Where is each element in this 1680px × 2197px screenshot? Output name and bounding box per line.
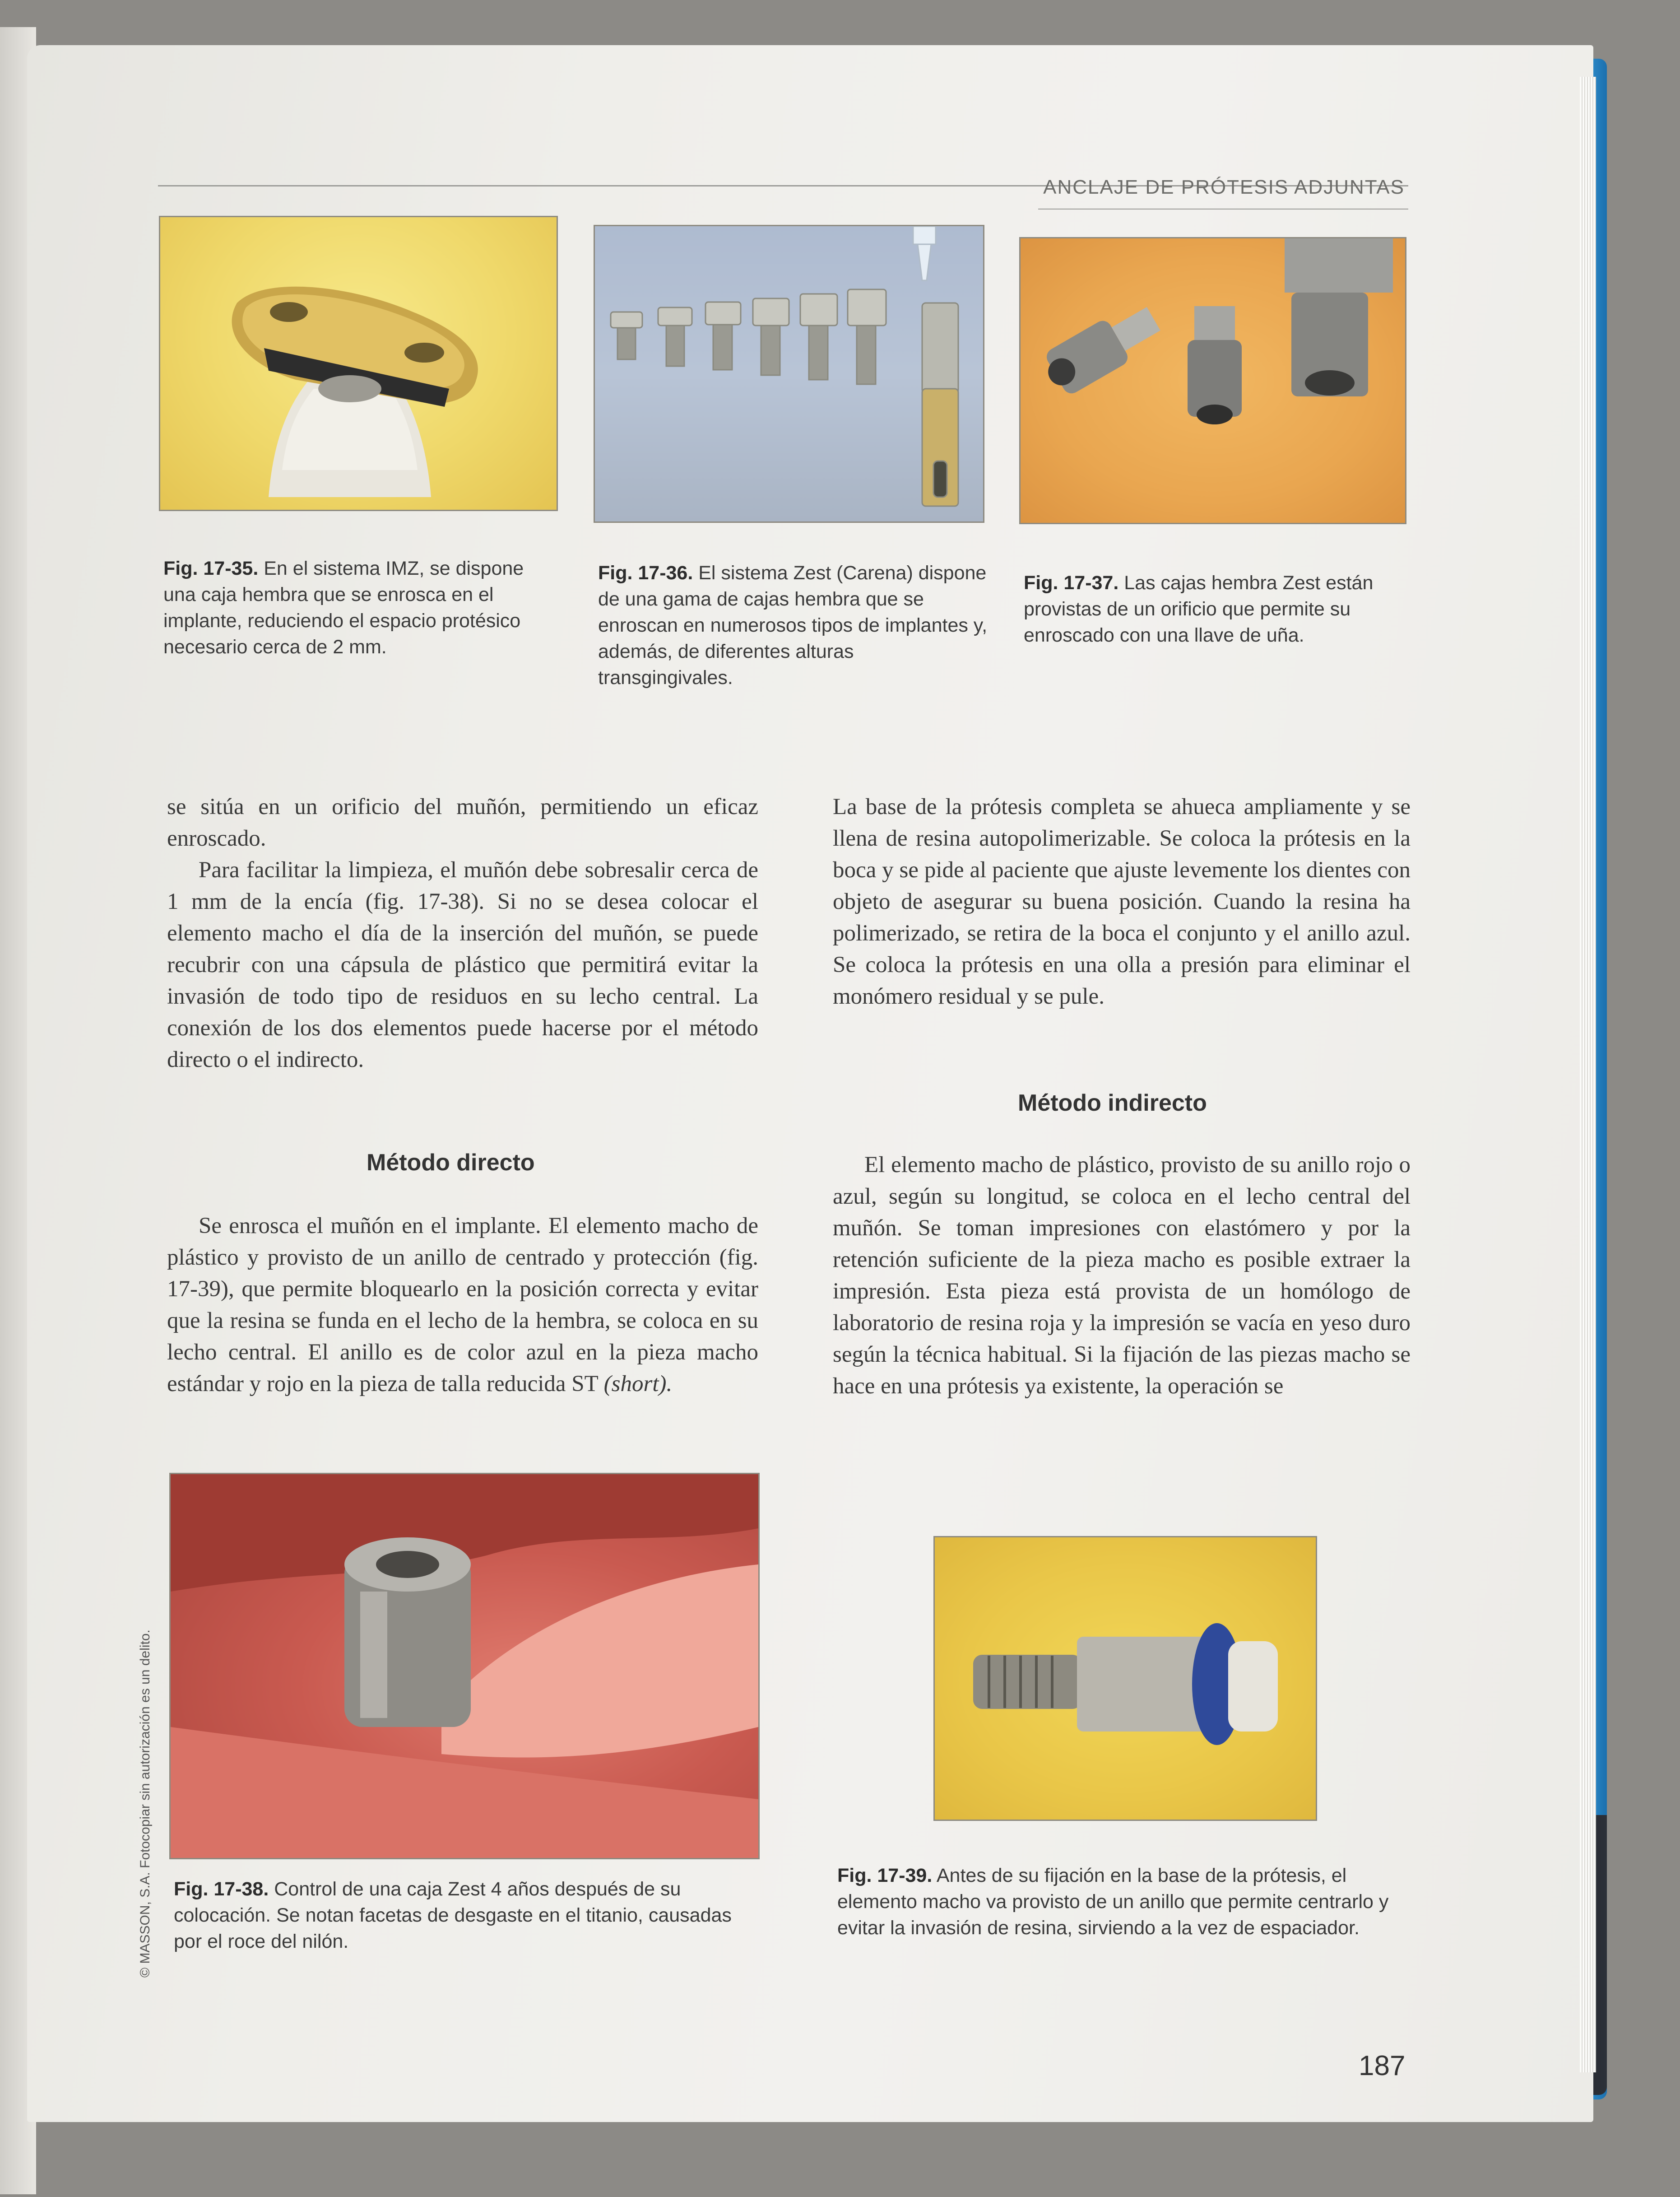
caption-text: Antes de su fijación en la base de la prótesis, el elemento macho va provisto de un anillo que permite centrarlo y evitar la invasión de resina, sirviendo a la vez de espaciador. — [837, 1865, 1389, 1939]
right-column-text — [833, 791, 1411, 1012]
paragraph: Para facilitar la limpieza, el muñón debe sobresalir cerca de 1 mm de la encía (fig. 17-38). Si no se desea colocar el elemento macho el día de la inserción del muñón, se puede recubrir con una cápsula de plástico que permitirá evitar la invasión de todo tipo de residuos en su lecho central. La conexión de los dos elementos puede hacerse por el método directo o el indirecto. — [167, 857, 758, 1072]
page-stack — [1580, 77, 1596, 2072]
running-header: ANCLAJE DE PRÓTESIS ADJUNTAS — [1043, 176, 1405, 198]
zest-female-screws-illustration — [1021, 238, 1405, 523]
paragraph: se sitúa en un orificio del muñón, permitiendo un eficaz enroscado. — [167, 794, 758, 851]
caption-text: El sistema Zest (Carena) dispone de una gama de cajas hembra que se enroscan en numerosos tipos de implantes y, además, de diferentes alturas transgingivales. — [598, 562, 988, 689]
caption-text: En el sistema IMZ, se dispone una caja hembra que se enrosca en el implante, reduciendo el espacio protésico necesario cerca de 2 mm. — [163, 558, 524, 658]
paragraph: La base de la prótesis completa se ahueca ampliamente y se llena de resina autopolimerizable. Se coloca la prótesis en la boca y se pide al paciente que ajuste levemente los dientes con objeto de asegurar su buena posición. Cuando la resina ha polimerizado, se retira de la boca el conjunto y el anillo azul. Se coloca la prótesis en una olla a presión para eliminar el monómero residual y se pule. — [833, 794, 1411, 1009]
section-heading-metodo-indirecto: Método indirecto — [1018, 1090, 1207, 1116]
caption-text: Las cajas hembra Zest están provistas de un orificio que permite su enroscado con una llave de uña. — [1024, 572, 1374, 646]
italic-term: (short). — [603, 1371, 673, 1396]
figure-17-35-photo — [159, 216, 558, 511]
figure-17-35-caption — [163, 555, 561, 660]
figure-17-36-photo — [594, 225, 984, 523]
figure-17-37-photo — [1019, 237, 1406, 524]
imz-abutment-illustration — [160, 217, 557, 510]
figure-number: Fig. 17-36. — [598, 562, 693, 584]
figure-17-38-caption — [174, 1876, 761, 1955]
intraoral-abutment-illustration — [171, 1474, 758, 1858]
copyright-side-note: © MASSON, S.A. Fotocopiar sin autorización es un delito. — [138, 1629, 153, 1978]
figure-17-39-photo — [933, 1536, 1317, 1821]
caption-text: Control de una caja Zest 4 años después de su colocación. Se notan facetas de desgaste en el titanio, causadas por el roce del nilón. — [174, 1878, 732, 1952]
right-column-text-2 — [833, 1149, 1411, 1402]
figure-17-36-caption — [598, 560, 989, 691]
paragraph-text: Se enrosca el muñón en el implante. El elemento macho de plástico y provisto de un anillo de centrado y protección (fig. 17-39), que permite bloquearlo en la posición correcta y evitar que la resina se funda en el lecho de la hembra, se coloca en su lecho central. El anillo es de color azul en la pieza macho estándar y rojo en la pieza de talla reducida ST — [167, 1213, 758, 1396]
figure-17-38-photo — [169, 1473, 760, 1859]
paragraph: El elemento macho de plástico, provisto de su anillo rojo o azul, según su longitud, se coloca en el lecho central del muñón. Se toman impresiones con elastómero y por la retención suficiente de la pieza macho es posible extraer la impresión. Esta pieza está provista de un homólogo de laboratorio de resina roja y la impresión se vacía en yeso duro según la técnica habitual. Si la fijación de las piezas macho se hace en una prótesis ya existente, la operación se — [833, 1152, 1411, 1399]
page-number: 187 — [1359, 2050, 1406, 2081]
figure-number: Fig. 17-37. — [1024, 572, 1119, 594]
paragraph — [167, 1210, 758, 1400]
left-column-text — [167, 791, 758, 1075]
figure-number: Fig. 17-35. — [163, 558, 259, 579]
figure-17-37-caption — [1024, 570, 1407, 648]
figure-number: Fig. 17-39. — [837, 1865, 933, 1886]
figure-17-39-caption — [837, 1862, 1411, 1941]
figure-number: Fig. 17-38. — [174, 1878, 269, 1900]
left-column-text-2 — [167, 1210, 758, 1400]
male-element-illustration — [935, 1537, 1316, 1820]
section-heading-metodo-directo: Método directo — [367, 1150, 535, 1176]
zest-females-illustration — [595, 226, 983, 521]
